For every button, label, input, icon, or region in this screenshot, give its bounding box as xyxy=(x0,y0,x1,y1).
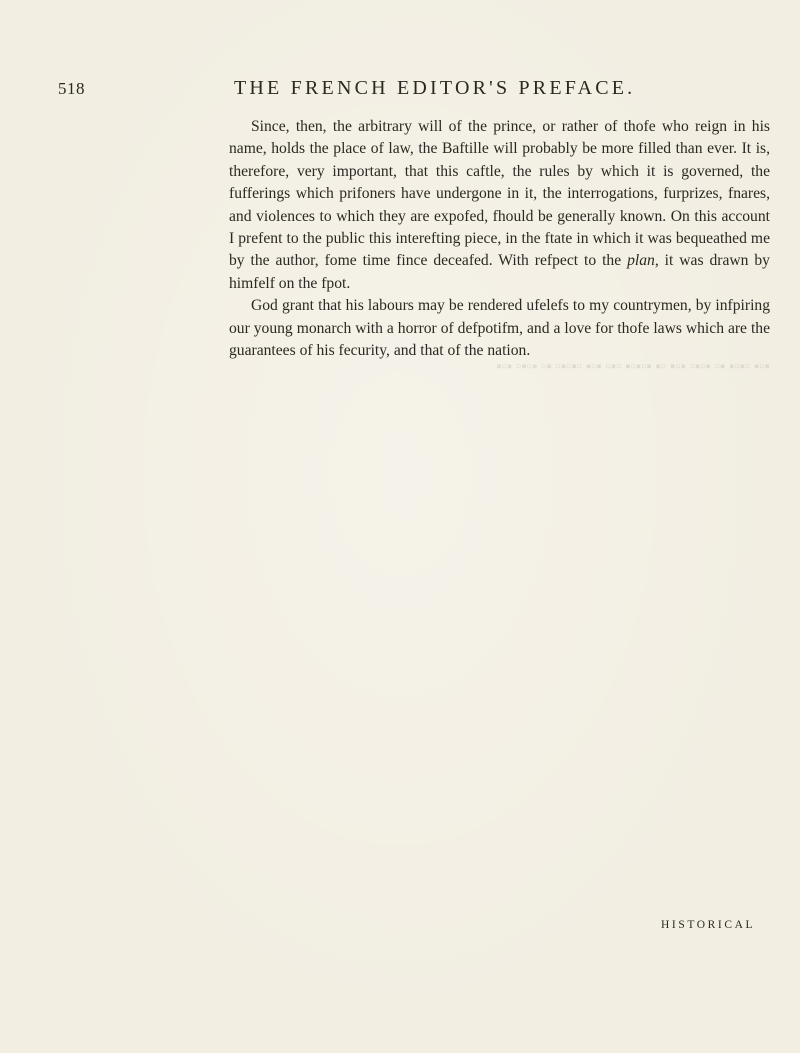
paragraph: God grant that his labours may be rendered ufelefs to my countrymen, by infpiring our young monarch with a horror of defpotifm, and a love for thofe laws which are the guarantees of his fecurity, and that of the nation. xyxy=(229,297,770,360)
page-number: 518 xyxy=(58,79,85,98)
italic-word: plan xyxy=(627,252,655,270)
paragraph xyxy=(229,116,770,295)
body-text xyxy=(229,116,770,362)
paragraph-text: Since, then, the arbitrary will of the prince, or rather of thofe who reign in his name, holds the place of law, the Baftille will probably be more filled than ever. It is, therefore, very important, that this caftle, the rules by which it is governed, the fufferings which prifoners have undergone in it, the interrogations, furprizes, fnares, and violences to which they are expofed, fhould be generally known. On this account I prefent to the public this interefting piece, in the ftate in which it was bequeathed me by the author, fome time fince deceafed. With refpect to the xyxy=(229,118,770,270)
running-head: THE FRENCH EDITOR'S PREFACE. xyxy=(234,77,636,99)
paragraph-text: , it was drawn by himfelf on the fpot. xyxy=(229,252,770,292)
catchword: HISTORICAL xyxy=(661,919,756,931)
show-through-texture: ▪▫▪ ▫▪▫▪ ▪▫ ▪▫▪▫ ▪▫▪ ▫▪ ▪▫▪▫▪ ▫▪▫ ▪▫▪ ▫▪▫▪▫ ▪▫ ▪▫▪▫ ▪▫▪ xyxy=(496,359,770,375)
